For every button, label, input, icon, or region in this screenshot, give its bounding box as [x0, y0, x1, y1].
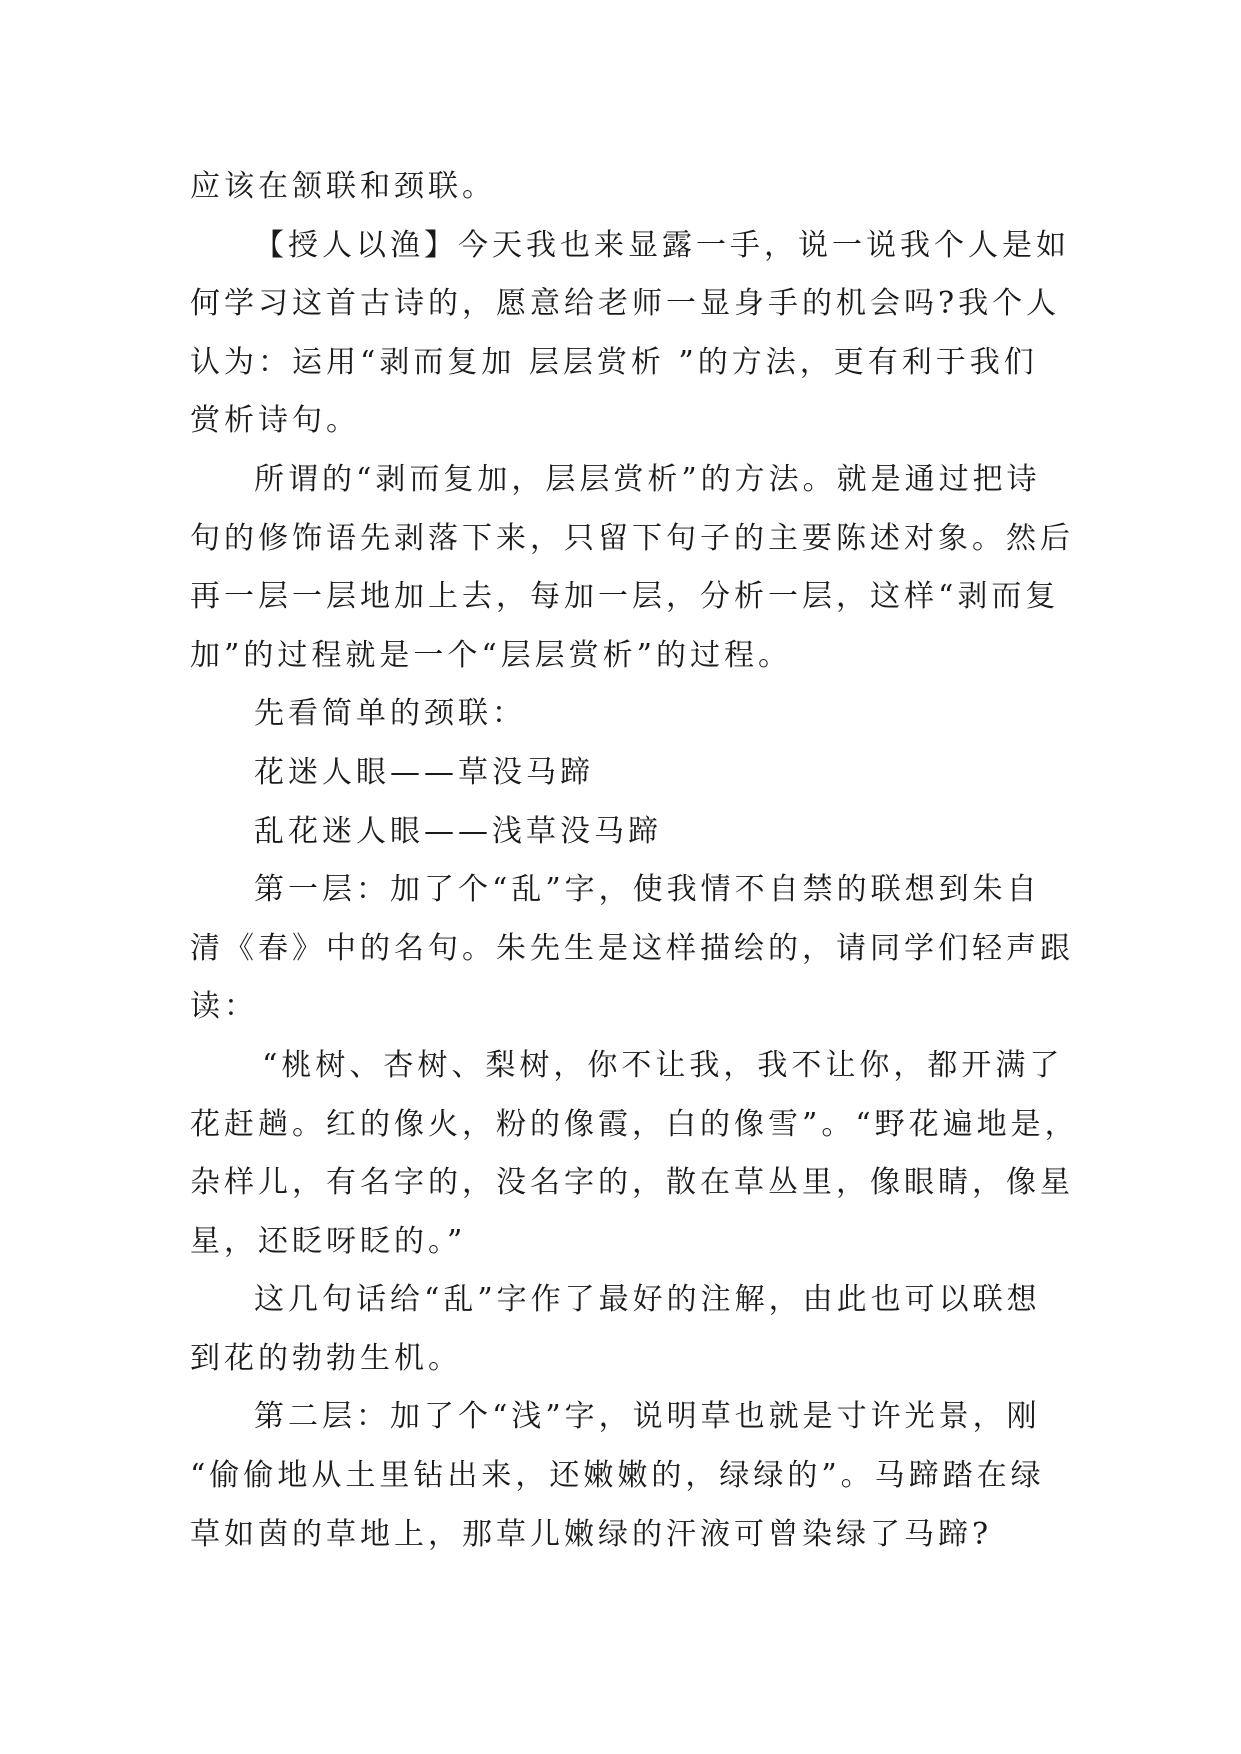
text-line: 第二层：加了个“浅”字，说明草也就是寸许光景，刚: [254, 1399, 1041, 1435]
text-line: 花迷人眼——草没马蹄: [254, 754, 594, 790]
text-line: 再一层一层地加上去，每加一层，分析一层，这样“剥而复: [190, 579, 1060, 615]
text-line: “桃树、杏树、梨树，你不让我，我不让你，都开满了: [262, 1047, 1064, 1083]
text-line: 句的修饰语先剥落下来，只留下句子的主要陈述对象。然后: [190, 520, 1074, 556]
body-text: [190, 158, 1079, 1564]
text-line: 赏析诗句。: [190, 403, 360, 439]
text-line: 读：: [190, 989, 258, 1025]
text-line: 何学习这首古诗的，愿意给老师一显身手的机会吗?我个人: [190, 286, 1061, 322]
text-line: 【授人以渔】今天我也来显露一手，说一说我个人是如: [254, 227, 1070, 263]
text-line: 乱花迷人眼——浅草没马蹄: [254, 813, 662, 849]
text-line: 花赶趟。红的像火，粉的像霞，白的像雪”。“野花遍地是，: [190, 1106, 1079, 1142]
text-line: 所谓的“剥而复加，层层赏析”的方法。就是通过把诗: [254, 461, 1041, 497]
text-line: “偷偷地从土里钻出来，还嫩嫩的，绿绿的”。马蹄踏在绿: [190, 1458, 1045, 1494]
text-line: 加”的过程就是一个“层层赏析”的过程。: [190, 637, 793, 673]
text-line: 第一层：加了个“乱”字，使我情不自禁的联想到朱自: [254, 872, 1041, 908]
text-line: 星，还眨呀眨的。”: [190, 1223, 467, 1259]
text-line: 先看简单的颈联：: [254, 696, 526, 732]
text-line: 杂样儿，有名字的，没名字的，散在草丛里，像眼睛，像星: [190, 1165, 1074, 1201]
text-line: 认为：运用“剥而复加 层层赏析 ”的方法，更有利于我们: [190, 344, 1038, 380]
text-line: 到花的勃勃生机。: [190, 1340, 462, 1376]
text-line: 草如茵的草地上，那草儿嫩绿的汗液可曾染绿了马蹄?: [190, 1516, 993, 1552]
text-line: 这几句话给“乱”字作了最好的注解，由此也可以联想: [254, 1282, 1041, 1318]
text-line: 应该在颔联和颈联。: [190, 169, 496, 204]
text-line: 清《春》中的名句。朱先生是这样描绘的，请同学们轻声跟: [190, 930, 1074, 966]
